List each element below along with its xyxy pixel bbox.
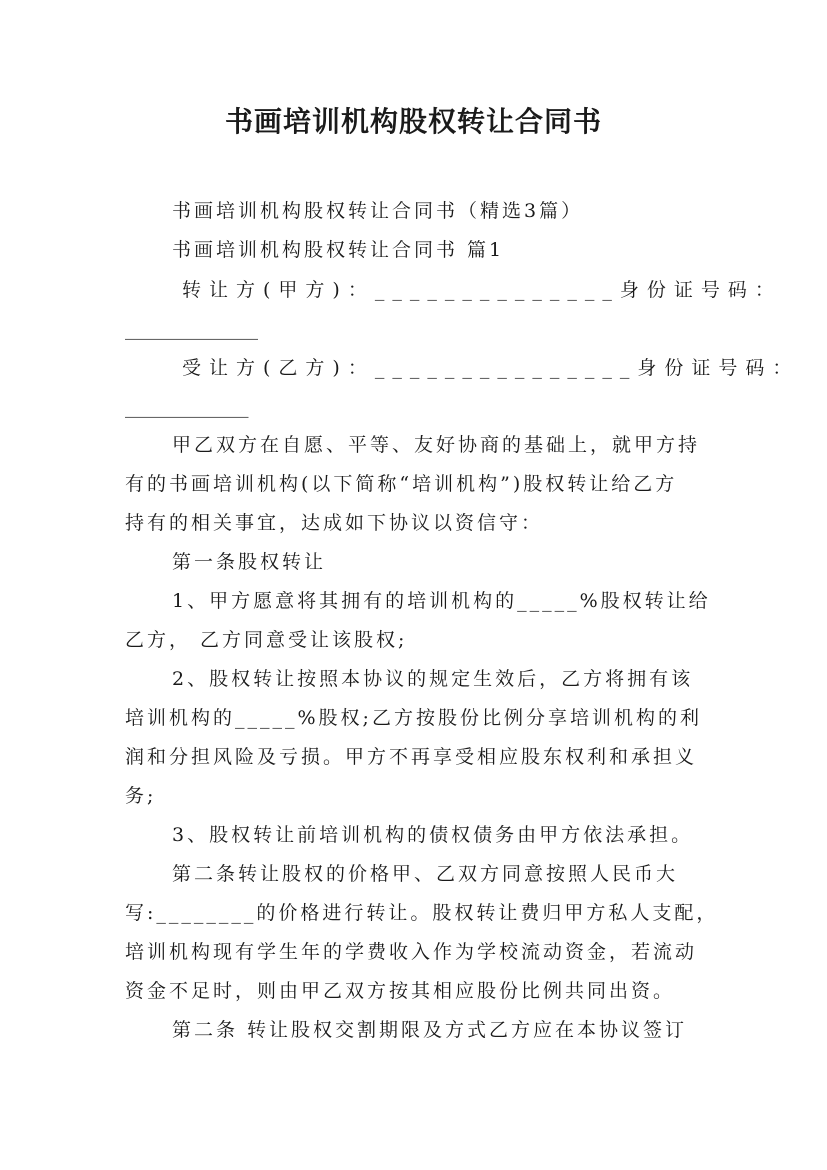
transferee-id-blank: _____________ [125,396,249,418]
article-line: 培训机构现有学生年的学费收入作为学校流动资金，若流动 [125,941,698,963]
clause-line: 润和分担风险及亏损。甲方不再享受相应股东权利和承担义 [125,746,698,768]
clause-line: 乙方， 乙方同意受让该股权; [125,629,408,651]
clause-line: 培训机构的_____%股权;乙方按股份比例分享培训机构的利 [125,707,702,729]
paragraph-line: 甲乙双方在自愿、平等、友好协商的基础上，就甲方持 [172,434,701,456]
article-heading: 第一条股权转让 [172,551,327,573]
paragraph-line: 有的书画培训机构(以下简称“培训机构”)股权转让给乙方 [125,473,678,495]
article-line: 写:________的价格进行转让。股权转让费归甲方私人支配， [125,902,719,924]
chapter-heading: 书画培训机构股权转让合同书 篇1 [172,239,505,261]
document-subtitle: 书画培训机构股权转让合同书（精选3篇） [172,200,584,222]
clause-line: 务; [125,785,157,807]
transferee-line: 受让方(乙方)：_______________身份证号码： [182,357,800,379]
clause-line: 2、股权转让按照本协议的规定生效后，乙方将拥有该 [172,668,694,690]
article-line: 第二条转让股权的价格甲、乙双方同意按照人民币大 [172,863,679,885]
transferor-id-blank: ______________ [125,318,258,340]
clause-line: 1、甲方愿意将其拥有的培训机构的_____%股权转让给 [172,590,711,612]
paragraph-line: 持有的相关事宜，达成如下协议以资信守： [125,512,544,534]
clause-line: 3、股权转让前培训机构的债权债务由甲方依法承担。 [172,824,694,846]
transferor-line: 转让方(甲方)：______________身份证号码： [182,279,782,301]
document-title: 书画培训机构股权转让合同书 [224,105,602,138]
article-line: 资金不足时，则由甲乙双方按其相应股份比例共同出资。 [125,980,676,1002]
article-line: 第二条 转让股权交割期限及方式乙方应在本协议签订 [172,1019,688,1041]
